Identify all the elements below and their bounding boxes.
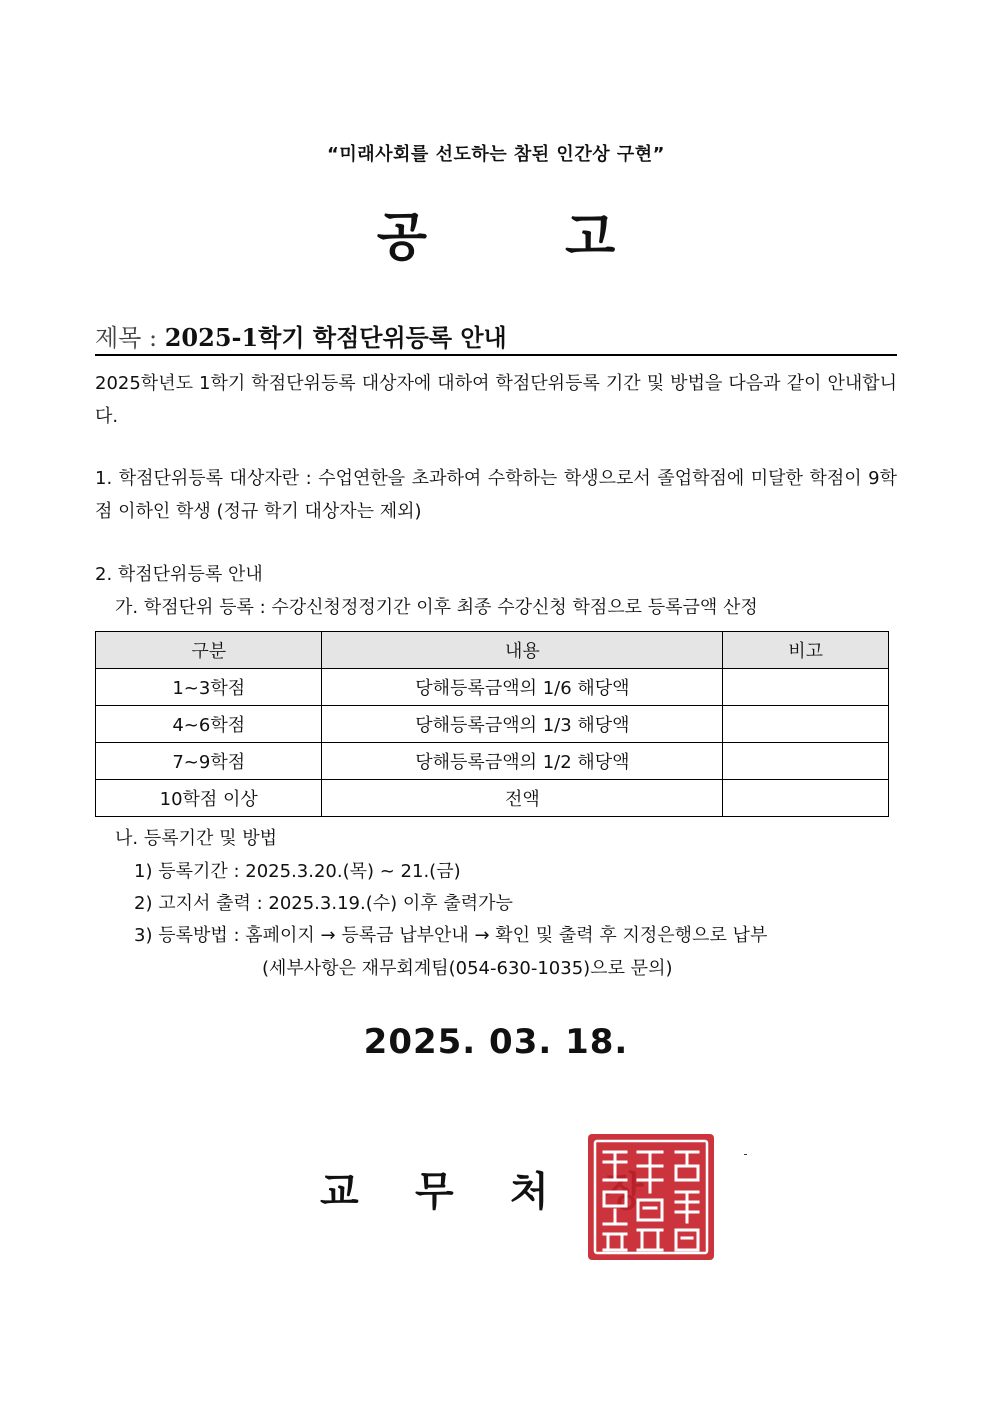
table-cell: 1~3학점 — [96, 669, 322, 706]
page-title: 공 고 — [376, 208, 676, 268]
signer-char: 처 — [510, 1169, 549, 1215]
subject-text: 2025-1학기 학점단위등록 안내 — [164, 323, 507, 352]
item-2-heading: 2. 학점단위등록 안내 — [95, 564, 263, 585]
table-row — [96, 780, 889, 817]
table-cell: 당해등록금액의 1/2 해당액 — [322, 743, 723, 780]
stray-mark — [744, 1154, 747, 1155]
notice-date: 2025. 03. 18. — [363, 1022, 629, 1062]
registration-period: 1) 등록기간 : 2025.3.20.(목) ~ 21.(금) — [134, 861, 461, 882]
table-row — [96, 743, 889, 780]
table-cell: 당해등록금액의 1/6 해당액 — [322, 669, 723, 706]
subject-line — [95, 318, 897, 356]
table-cell: 4~6학점 — [96, 706, 322, 743]
table-header-row — [96, 632, 889, 669]
column-header: 비고 — [723, 632, 889, 669]
table-cell — [723, 706, 889, 743]
table-cell — [723, 669, 889, 706]
table-row — [96, 706, 889, 743]
fee-table — [95, 631, 889, 817]
signer-char: 교 — [320, 1169, 359, 1215]
slogan: “미래사회를 선도하는 참된 인간상 구현” — [327, 144, 665, 165]
subject-label: 제목 : — [95, 324, 165, 352]
table-cell — [723, 780, 889, 817]
official-seal-icon — [586, 1132, 716, 1262]
contact-note: (세부사항은 재무회계팀(054-630-1035)으로 문의) — [262, 958, 673, 979]
table-cell: 전액 — [322, 780, 723, 817]
signer-char: 무 — [415, 1169, 454, 1215]
bill-print-info: 2) 고지서 출력 : 2025.3.19.(수) 이후 출력가능 — [134, 893, 513, 914]
table-cell: 10학점 이상 — [96, 780, 322, 817]
table-cell: 당해등록금액의 1/3 해당액 — [322, 706, 723, 743]
table-cell — [723, 743, 889, 780]
table-cell: 7~9학점 — [96, 743, 322, 780]
registration-method: 3) 등록방법 : 홈페이지 → 등록금 납부안내 → 확인 및 출력 후 지정은행으로 납부 — [134, 925, 768, 946]
item-2a-text: 가. 학점단위 등록 : 수강신청정정기간 이후 최종 수강신청 학점으로 등록금액 산정 — [115, 597, 758, 618]
item-2b-heading: 나. 등록기간 및 방법 — [115, 828, 277, 849]
intro-paragraph: 2025학년도 1학기 학점단위등록 대상자에 대하여 학점단위등록 기간 및 방법을 다음과 같이 안내합니다. — [95, 373, 897, 427]
table-row — [96, 669, 889, 706]
column-header: 내용 — [322, 632, 723, 669]
item-1-paragraph: 1. 학점단위등록 대상자란 : 수업연한을 초과하여 수학하는 학생으로서 졸업학점에 미달한 학점이 9학점 이하인 학생 (정규 학기 대상자는 제외) — [95, 468, 897, 522]
column-header: 구분 — [96, 632, 322, 669]
